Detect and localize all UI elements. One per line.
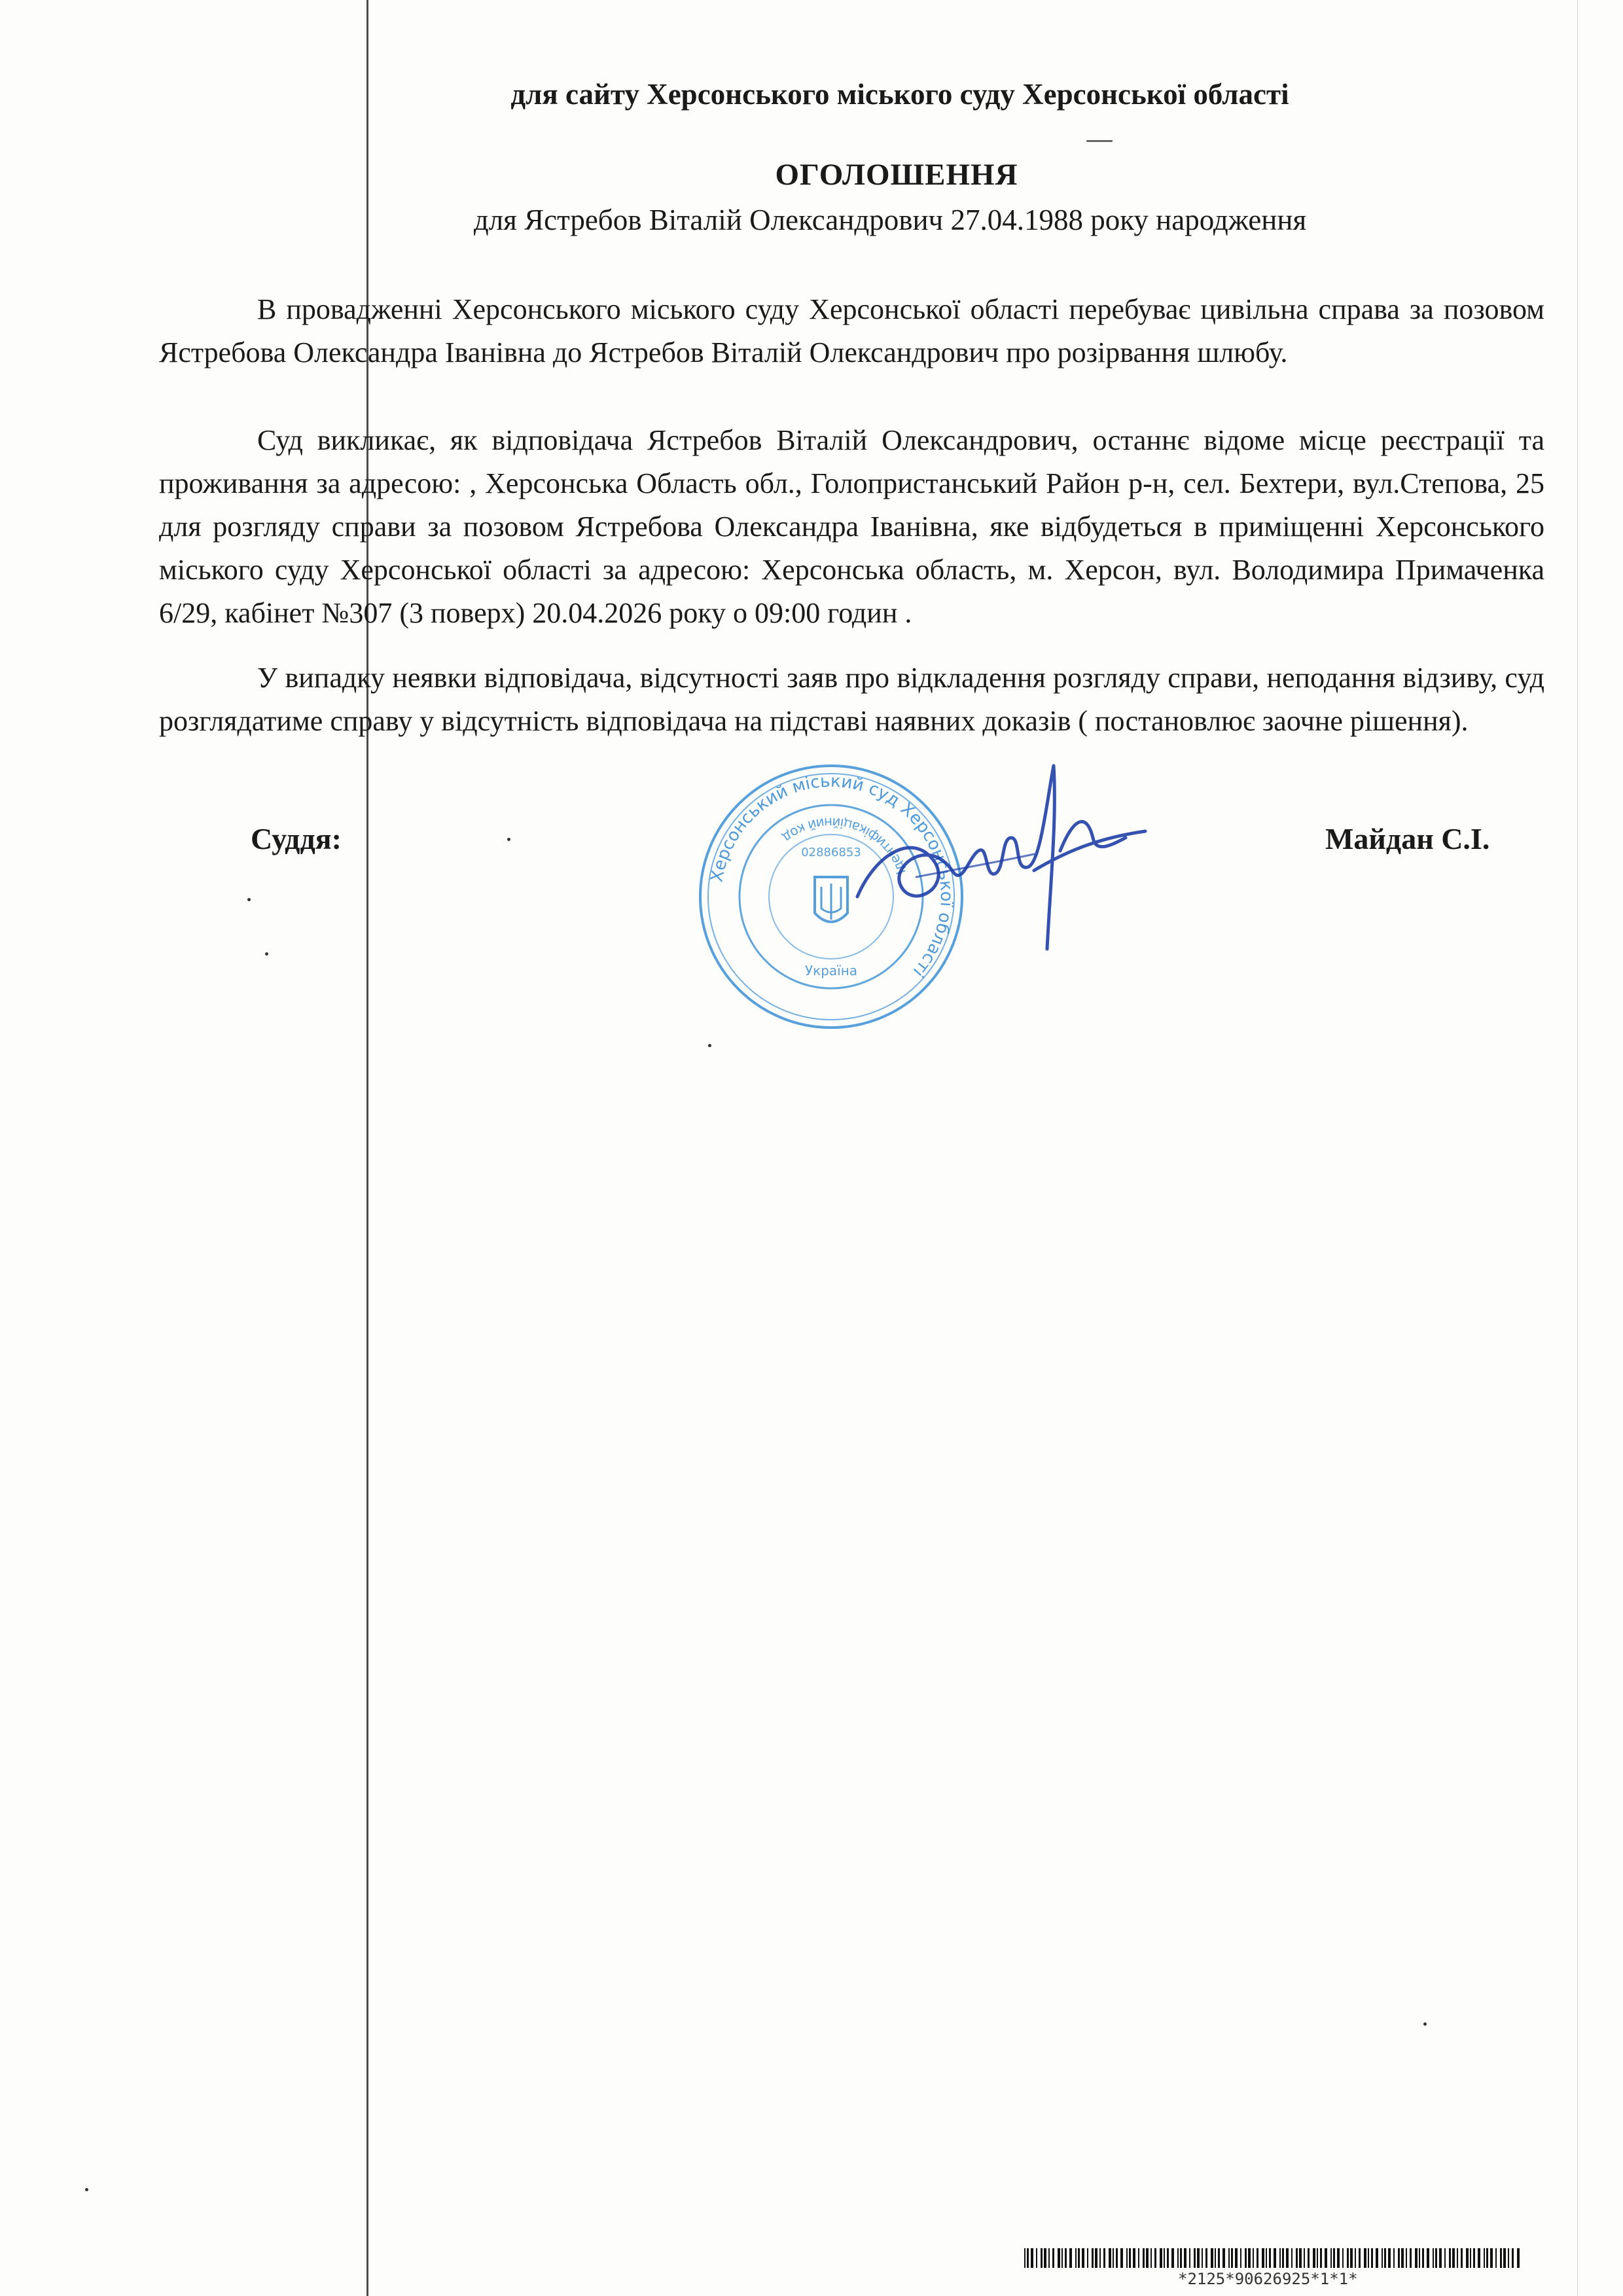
barcode-bar (1286, 2248, 1289, 2268)
barcode-bar (1133, 2248, 1135, 2268)
barcode-bar (1078, 2248, 1080, 2268)
barcode-bar (1457, 2248, 1458, 2268)
barcode-bar (1337, 2248, 1340, 2268)
judge-label: Суддя: (251, 822, 342, 855)
barcode-bar (1439, 2248, 1442, 2268)
stamp-inner-text: Ідентифікаційний код (779, 814, 909, 877)
barcode-bar (1150, 2248, 1152, 2268)
barcode-bar (1461, 2248, 1463, 2268)
barcode-bar (1218, 2248, 1220, 2268)
barcode-bar (1065, 2248, 1067, 2268)
barcode-bar (1113, 2248, 1114, 2268)
barcode-bar (1320, 2248, 1322, 2268)
barcode-bar (1490, 2248, 1493, 2268)
barcode-bar (1126, 2248, 1128, 2268)
paragraph-default-judgment (159, 656, 1544, 743)
barcode-bar (1291, 2248, 1293, 2268)
barcode-bar (1044, 2248, 1046, 2268)
judge-name: Майдан С.І. (1325, 822, 1490, 855)
barcode-bar (1061, 2248, 1063, 2268)
barcode-bar (1116, 2248, 1118, 2268)
barcode-bar (1177, 2248, 1179, 2268)
document-subtitle: для Ястребов Віталій Олександрович 27.04.1988 року народження (473, 204, 1307, 236)
scan-mark (1086, 140, 1113, 142)
barcode-bar (1449, 2248, 1451, 2268)
barcode-bar (1308, 2248, 1310, 2268)
barcode-bar (1222, 2248, 1225, 2268)
paragraph-text: Суд викликає, як відповідача Ястребов Віталій Олександрович, останнє відоме місце реєстрації та проживання за адресою: , Херсонська Область обл., Голопристанський Район р-н, сел. Бехтери, вул.Степова, 25 для розгляду справи за позовом Ястребова Олександра Іванівна, яке відбудеться в приміщенні Херсонського міського суду Херсонської області за адресою: Херсонська область, м. Херсон, вул. Володимира Примаченка 6/29, кабінет №307 (3 поверх) 20.04.2026 року о 09:00 годин . (159, 424, 1544, 629)
stamp-outer-text: Херсонський міський суд Херсонської області (707, 771, 957, 981)
barcode-bar (1313, 2248, 1315, 2268)
barcode-bar (1248, 2248, 1251, 2268)
barcode-bar (1024, 2248, 1026, 2268)
barcode-bar (1087, 2248, 1088, 2268)
barcode-bar (1330, 2248, 1332, 2268)
barcode-bar (1160, 2248, 1162, 2268)
barcode-bar (1129, 2248, 1131, 2268)
barcode-bar (1143, 2248, 1145, 2268)
paragraph-summons (159, 419, 1544, 635)
barcode-bar (1296, 2248, 1298, 2268)
scan-speck (507, 838, 510, 841)
barcode-bar (1253, 2248, 1254, 2268)
barcode-bar (1388, 2248, 1391, 2268)
barcode-bar (1371, 2248, 1373, 2268)
barcode-bar (1245, 2248, 1247, 2268)
barcode-number: *2125*90626925*1*1* (1178, 2270, 1358, 2288)
barcode-bar (1384, 2248, 1386, 2268)
barcode-bar (1452, 2248, 1455, 2268)
stamp-country: Україна (804, 963, 858, 978)
barcode-bar (1197, 2248, 1200, 2268)
barcode-bar (1211, 2248, 1213, 2268)
barcode-bar (1041, 2248, 1043, 2268)
barcode-bar (1120, 2248, 1123, 2268)
barcode-bar (1031, 2248, 1033, 2268)
barcode-bar (1235, 2248, 1238, 2268)
barcode-bar (1503, 2248, 1506, 2268)
barcode-bar (1508, 2248, 1509, 2268)
barcode-bar (1415, 2248, 1418, 2268)
scan-speck (1423, 2022, 1427, 2026)
scan-speck (85, 2188, 88, 2191)
barcode-bar (1512, 2248, 1514, 2268)
barcode-bar (1355, 2248, 1356, 2268)
barcode-bar (1266, 2248, 1267, 2268)
barcode-bar (1138, 2248, 1139, 2268)
barcode-bar (1317, 2248, 1318, 2268)
barcode-bar (1109, 2248, 1111, 2268)
paragraph-text: У випадку неявки відповідача, відсутності заяв про відкладення розгляду справи, неподання відзиву, суд розглядатиме справу у відсутність відповідача на підставі наявних доказів ( постановлює заочне рішення). (159, 662, 1544, 737)
barcode-bar (1427, 2248, 1429, 2268)
barcode-bar (1299, 2248, 1302, 2268)
barcode-bar (1398, 2248, 1400, 2268)
barcode-bar (1486, 2248, 1488, 2268)
barcode-bar (1473, 2248, 1475, 2268)
barcode-bar (1304, 2248, 1305, 2268)
barcode-bar (1092, 2248, 1094, 2268)
barcode-bar (1058, 2248, 1060, 2268)
barcode-bar (1393, 2248, 1395, 2268)
barcode-bar (1274, 2248, 1276, 2268)
barcode-bar (1164, 2248, 1165, 2268)
barcode-bar (1099, 2248, 1101, 2268)
barcode-bar (1401, 2248, 1404, 2268)
barcode-bar (1180, 2248, 1182, 2268)
barcode-bar (1215, 2248, 1216, 2268)
barcode-bar (1433, 2248, 1434, 2268)
barcode-bar (1262, 2248, 1264, 2268)
barcode-bar (1500, 2248, 1502, 2268)
barcode-bar (1368, 2248, 1369, 2268)
document-header: для сайту Херсонського міського суду Херсонської області (510, 78, 1289, 111)
barcode-bar (1052, 2248, 1054, 2268)
barcode-bar (1342, 2248, 1344, 2268)
barcode-bar (1202, 2248, 1203, 2268)
barcode-bar (1419, 2248, 1420, 2268)
scan-speck (247, 898, 251, 901)
paragraph-text: В провадженні Херсонського міського суду Херсонської області перебуває цивільна справа за позовом Ястребова Олександра Іванівна до Ястребов Віталій Олександрович про розірвання шлюбу. (159, 293, 1544, 368)
barcode-bar (1146, 2248, 1149, 2268)
barcode-bar (1466, 2248, 1469, 2268)
barcode-bar (1435, 2248, 1437, 2268)
barcode-bar (1347, 2248, 1349, 2268)
barcode-bar (1325, 2248, 1327, 2268)
barcode-bar (1189, 2248, 1190, 2268)
barcode (1024, 2248, 1522, 2268)
barcode-bar (1075, 2248, 1077, 2268)
barcode-bar (1171, 2248, 1174, 2268)
barcode-bar (1184, 2248, 1186, 2268)
barcode-bar (1350, 2248, 1353, 2268)
barcode-bar (1231, 2248, 1233, 2268)
barcode-bar (1359, 2248, 1361, 2268)
document-title: ОГОЛОШЕННЯ (775, 158, 1018, 192)
barcode-bar (1333, 2248, 1335, 2268)
barcode-bar (1279, 2248, 1281, 2268)
barcode-bar (1517, 2248, 1520, 2268)
barcode-bar (1257, 2248, 1258, 2268)
barcode-bar (1036, 2248, 1037, 2268)
barcode-bar (1048, 2248, 1050, 2268)
barcode-bar (1484, 2248, 1485, 2268)
barcode-bar (1269, 2248, 1271, 2268)
barcode-bar (1495, 2248, 1497, 2268)
judge-signature (838, 740, 1178, 975)
paragraph-proceedings (159, 288, 1544, 374)
barcode-bar (1240, 2248, 1241, 2268)
barcode-bar (1282, 2248, 1284, 2268)
scan-speck (265, 952, 268, 956)
barcode-bar (1205, 2248, 1207, 2268)
barcode-bar (1154, 2248, 1156, 2268)
barcode-bar (1082, 2248, 1084, 2268)
barcode-bar (1095, 2248, 1097, 2268)
scan-speck (708, 1044, 711, 1047)
barcode-bar (1422, 2248, 1424, 2268)
barcode-bar (1382, 2248, 1383, 2268)
barcode-bar (1228, 2248, 1230, 2268)
barcode-bar (1376, 2248, 1378, 2268)
stamp-code: 02886853 (801, 846, 861, 859)
barcode-bar (1406, 2248, 1407, 2268)
barcode-bar (1478, 2248, 1480, 2268)
barcode-bar (1069, 2248, 1072, 2268)
scan-edge-line (1577, 0, 1578, 2296)
barcode-bar (1364, 2248, 1366, 2268)
barcode-bar (1444, 2248, 1446, 2268)
barcode-bar (1027, 2248, 1029, 2268)
barcode-bar (1103, 2248, 1105, 2268)
barcode-bar (1167, 2248, 1169, 2268)
barcode-bar (1470, 2248, 1471, 2268)
barcode-bar (1410, 2248, 1412, 2268)
barcode-bar (1194, 2248, 1196, 2268)
